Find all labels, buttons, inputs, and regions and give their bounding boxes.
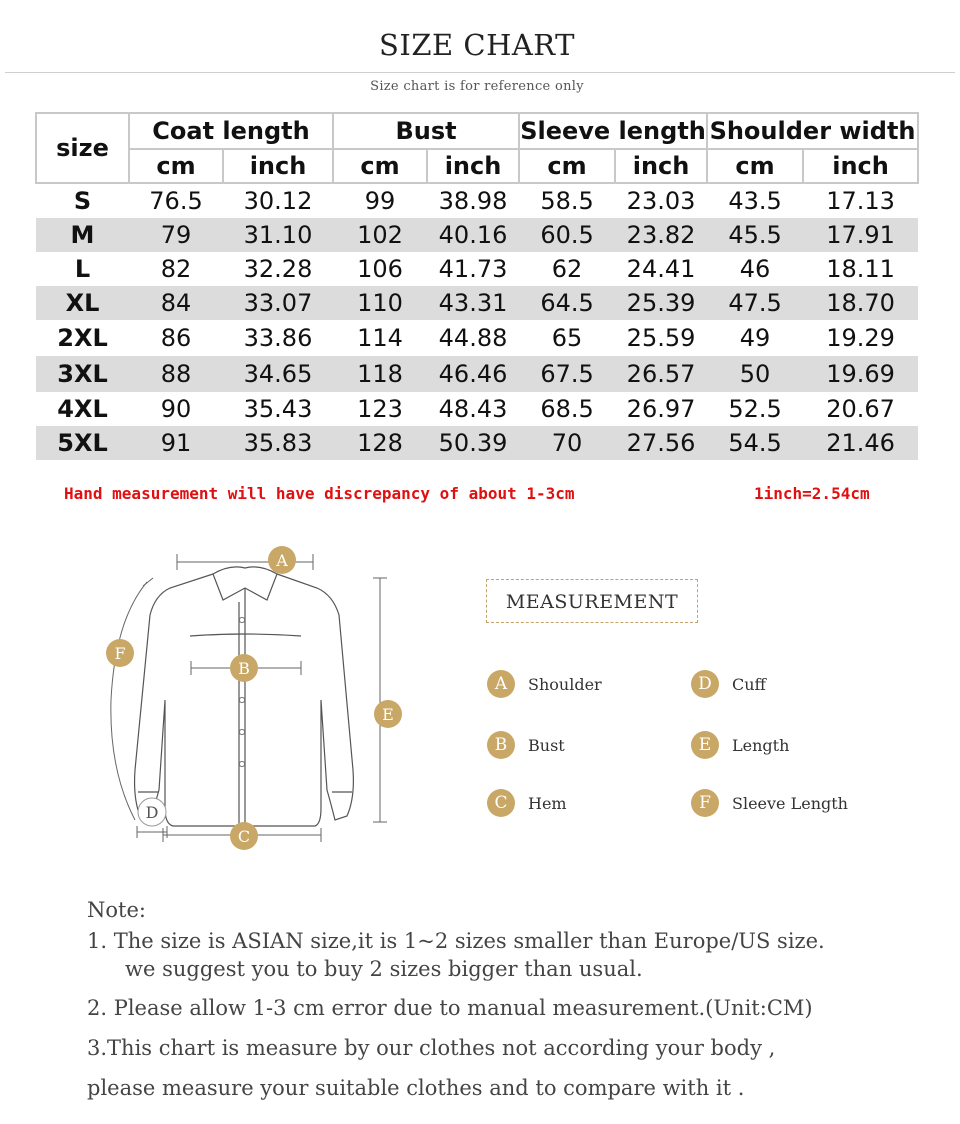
value-cell: 110 xyxy=(333,286,427,320)
size-cell: XL xyxy=(36,286,129,320)
unit-header: inch xyxy=(427,149,519,183)
size-cell: S xyxy=(73,187,92,215)
value-cell: 54.5 xyxy=(707,426,803,460)
value-cell: 44.88 xyxy=(438,324,508,352)
value-cell: 64.5 xyxy=(519,286,615,320)
value-cell: 86 xyxy=(160,324,192,352)
value-cell: 35.43 xyxy=(243,395,313,423)
value-cell: 25.59 xyxy=(626,324,696,352)
unit-header: cm xyxy=(707,149,803,183)
value-cell: 35.83 xyxy=(223,426,333,460)
value-cell: 114 xyxy=(357,324,403,352)
unit-header: inch xyxy=(223,149,333,183)
value-cell: 48.43 xyxy=(438,395,508,423)
inch-conversion-notice: 1inch=2.54cm xyxy=(754,484,870,503)
legend-label: Length xyxy=(732,735,790,755)
marker-B-icon xyxy=(230,654,258,682)
size-cell: L xyxy=(74,255,91,283)
value-cell: 65 xyxy=(551,324,583,352)
badge-F-icon: F xyxy=(691,789,719,817)
page-title: SIZE CHART xyxy=(379,28,575,62)
marker-A-icon xyxy=(268,546,296,574)
value-cell: 26.97 xyxy=(626,395,696,423)
svg-text:D: D xyxy=(145,803,159,822)
value-cell: 47.5 xyxy=(707,286,803,320)
note-line-1b: we suggest you to buy 2 sizes bigger than usual. xyxy=(125,957,643,981)
value-cell: 19.69 xyxy=(803,356,918,392)
table-row xyxy=(36,392,918,426)
value-cell: 90 xyxy=(160,395,192,423)
value-cell: 99 xyxy=(364,187,396,215)
value-cell: 46.46 xyxy=(427,356,519,392)
value-cell: 49 xyxy=(739,324,771,352)
value-cell: 43.5 xyxy=(728,187,782,215)
value-cell: 79 xyxy=(129,218,223,252)
table-row xyxy=(36,183,918,218)
svg-text:A: A xyxy=(276,551,288,570)
value-cell: 23.82 xyxy=(615,218,707,252)
marker-E-icon xyxy=(374,700,402,728)
value-cell: 27.56 xyxy=(615,426,707,460)
notes-heading: Note: xyxy=(87,898,146,922)
value-cell: 70 xyxy=(519,426,615,460)
value-cell: 106 xyxy=(357,255,403,283)
shirt-measurement-diagram xyxy=(95,540,425,860)
svg-text:B: B xyxy=(238,659,250,678)
group-header-shoulder-width: Shoulder width xyxy=(707,113,918,149)
badge-D-icon: D xyxy=(691,670,719,698)
value-cell: 45.5 xyxy=(707,218,803,252)
table-row xyxy=(36,426,918,460)
legend-label: Shoulder xyxy=(528,674,602,694)
value-cell: 58.5 xyxy=(540,187,594,215)
legend-label: Cuff xyxy=(732,674,766,694)
value-cell: 102 xyxy=(333,218,427,252)
title-divider xyxy=(5,72,955,73)
size-cell: 3XL xyxy=(36,356,129,392)
value-cell: 34.65 xyxy=(223,356,333,392)
value-cell: 50.39 xyxy=(427,426,519,460)
unit-header: inch xyxy=(615,149,707,183)
value-cell: 38.98 xyxy=(438,187,508,215)
value-cell: 18.70 xyxy=(803,286,918,320)
value-cell: 43.31 xyxy=(427,286,519,320)
legend-item-hem xyxy=(487,788,567,818)
value-cell: 67.5 xyxy=(519,356,615,392)
shirt-outline-icon xyxy=(135,567,354,826)
unit-header: cm xyxy=(129,149,223,183)
value-cell: 17.91 xyxy=(803,218,918,252)
discrepancy-notice: Hand measurement will have discrepancy of about 1-3cm xyxy=(64,484,575,503)
badge-C-icon: C xyxy=(487,789,515,817)
value-cell: 52.5 xyxy=(728,395,782,423)
svg-text:C: C xyxy=(237,827,251,846)
marker-D-icon xyxy=(138,798,166,826)
value-cell: 26.57 xyxy=(615,356,707,392)
legend-label: Sleeve Length xyxy=(732,793,848,813)
table-row xyxy=(36,320,918,356)
badge-A-icon: A xyxy=(487,670,515,698)
note-line-4: please measure your suitable clothes and to compare with it . xyxy=(87,1076,745,1100)
size-table xyxy=(35,112,919,460)
buttons-icon xyxy=(239,617,244,766)
group-header-sleeve-length: Sleeve length xyxy=(519,113,707,149)
size-table-body xyxy=(36,183,918,460)
value-cell: 30.12 xyxy=(243,187,313,215)
marker-F-icon xyxy=(106,639,134,667)
size-cell: 2XL xyxy=(57,324,108,352)
size-cell: 5XL xyxy=(36,426,129,460)
note-line-3: 3.This chart is measure by our clothes not according your body , xyxy=(87,1036,776,1060)
value-cell: 33.07 xyxy=(223,286,333,320)
value-cell: 50 xyxy=(707,356,803,392)
group-header-bust: Bust xyxy=(333,113,519,149)
value-cell: 68.5 xyxy=(540,395,594,423)
value-cell: 60.5 xyxy=(519,218,615,252)
legend-item-sleeve-length xyxy=(691,788,848,818)
marker-C-icon xyxy=(230,822,258,850)
group-header-coat-length: Coat length xyxy=(129,113,333,149)
legend-item-length xyxy=(691,730,789,760)
value-cell: 20.67 xyxy=(826,395,895,423)
legend-item-shoulder xyxy=(487,669,602,699)
value-cell: 23.03 xyxy=(626,187,696,215)
value-cell: 46 xyxy=(739,255,771,283)
value-cell: 31.10 xyxy=(223,218,333,252)
value-cell: 123 xyxy=(357,395,403,423)
value-cell: 32.28 xyxy=(243,255,313,283)
badge-E-icon: E xyxy=(691,731,719,759)
unit-header: inch xyxy=(803,149,918,183)
value-cell: 128 xyxy=(333,426,427,460)
value-cell: 76.5 xyxy=(149,187,203,215)
value-cell: 19.29 xyxy=(826,324,895,352)
value-cell: 118 xyxy=(333,356,427,392)
svg-text:F: F xyxy=(114,644,126,663)
size-cell: M xyxy=(36,218,129,252)
measurement-title: MEASUREMENT xyxy=(486,579,698,623)
legend-label: Bust xyxy=(528,735,565,755)
table-row xyxy=(36,252,918,286)
table-row xyxy=(36,286,918,320)
value-cell: 88 xyxy=(129,356,223,392)
value-cell: 25.39 xyxy=(615,286,707,320)
value-cell: 62 xyxy=(551,255,583,283)
badge-B-icon: B xyxy=(487,731,515,759)
table-row xyxy=(36,218,918,252)
value-cell: 33.86 xyxy=(243,324,313,352)
unit-header: cm xyxy=(519,149,615,183)
unit-header: cm xyxy=(333,149,427,183)
value-cell: 24.41 xyxy=(626,255,696,283)
svg-text:E: E xyxy=(382,705,394,724)
note-line-1: 1. The size is ASIAN size,it is 1~2 sizes smaller than Europe/US size. xyxy=(87,929,825,953)
legend-item-bust xyxy=(487,730,565,760)
value-cell: 21.46 xyxy=(803,426,918,460)
value-cell: 40.16 xyxy=(427,218,519,252)
value-cell: 17.13 xyxy=(826,187,895,215)
value-cell: 82 xyxy=(160,255,192,283)
value-cell: 18.11 xyxy=(826,255,895,283)
legend-item-cuff xyxy=(691,669,766,699)
value-cell: 91 xyxy=(129,426,223,460)
size-cell: 4XL xyxy=(57,395,108,423)
size-column-header: size xyxy=(36,113,129,183)
legend-label: Hem xyxy=(528,793,567,813)
note-line-2: 2. Please allow 1-3 cm error due to manual measurement.(Unit:CM) xyxy=(87,996,813,1020)
table-row xyxy=(36,356,918,392)
value-cell: 84 xyxy=(129,286,223,320)
value-cell: 41.73 xyxy=(438,255,508,283)
page-subtitle: Size chart is for reference only xyxy=(370,79,584,94)
